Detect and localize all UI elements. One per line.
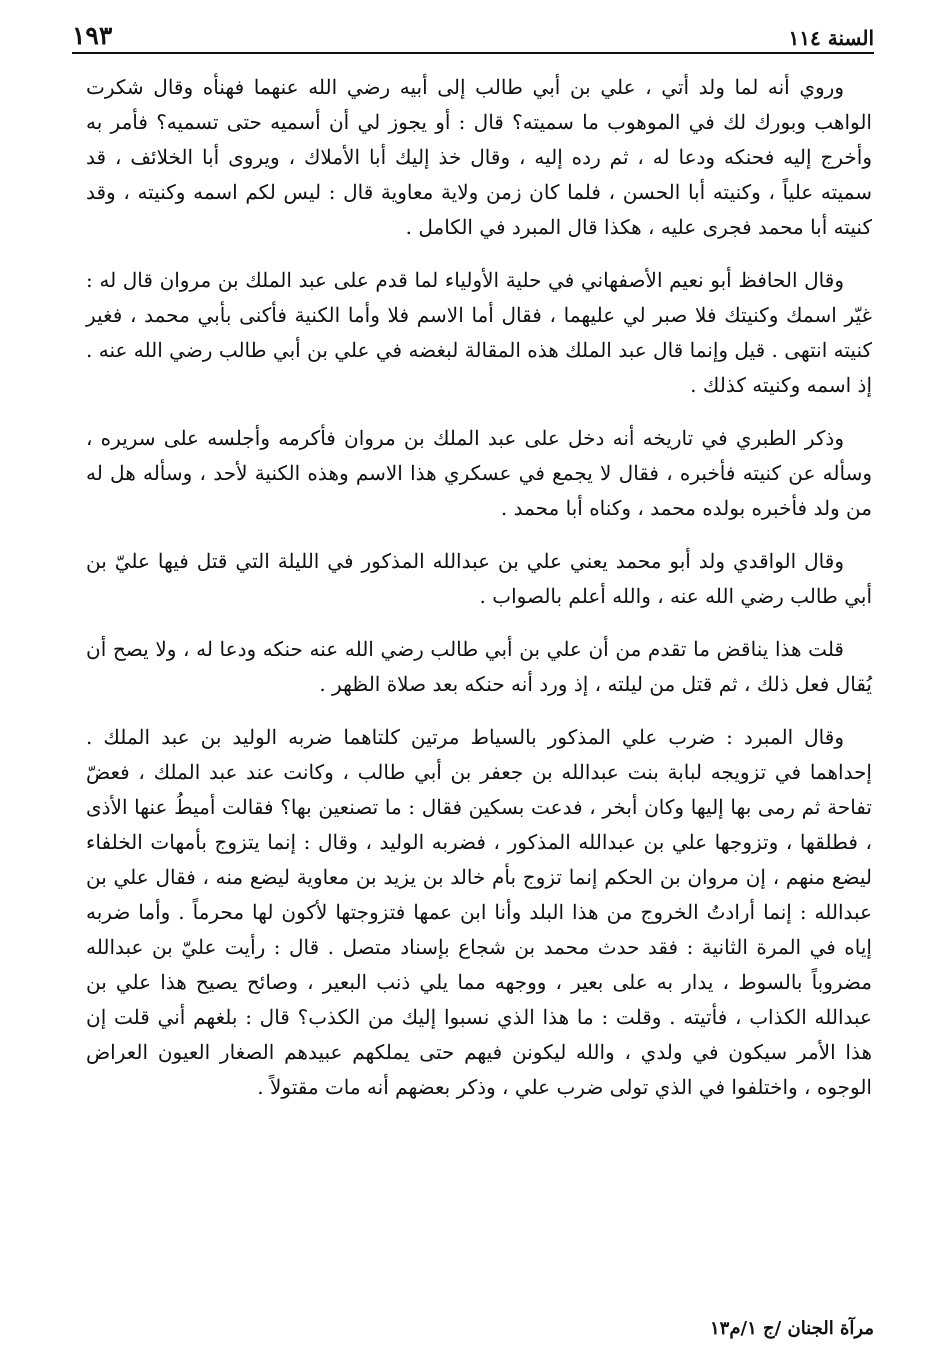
paragraph: وقال الحافظ أبو نعيم الأصفهاني في حلية الأولياء لما قدم على عبد الملك بن مروان قال له : غيّر اسمك وكنيتك فلا صبر لي عليهما ، فقال أما الاسم فلا وأما الكنية فأكنى بأبي محمد ، فغير كنيته انتهى . قيل وإنما قال عبد الملك هذه المقالة لبغضه في علي بن أبي طالب رضي الله عنه . إذ اسمه وكنيته كذلك .	[86, 268, 872, 397]
page-number: ١٩٣	[72, 21, 113, 50]
paragraph: وروي أنه لما ولد أتي ، علي بن أبي طالب إلى أبيه رضي الله عنهما فهنأه وقال شكرت الواهب وبورك لك في الموهوب ما سميته؟ قال : أو يجوز لي أن أسميه حتى تسميه؟ فأمر به وأخرج إليه فحنكه ودعا له ، ثم رده إليه ، وقال خذ إليك أبا الأملاك ، ويروى أبا الخلائف ، قد سميته علياً ، وكنيته أبا الحسن ، فلما كان زمن ولاية معاوية قال : ليس لكم اسمه وكنيته ، وقد كنيته أبا محمد فجرى عليه ، هكذا قال المبرد في الكامل .	[86, 75, 872, 239]
header-rule	[72, 52, 874, 54]
running-title: السنة ١١٤	[788, 26, 874, 50]
paragraph: وذكر الطبري في تاريخه أنه دخل على عبد الملك بن مروان فأكرمه وأجلسه على سريره ، وسأله عن كنيته فأخبره ، فقال لا يجمع في عسكري هذا الاسم وهذه الكنية لأحد ، وسأله هل له من ولد فأخبره بولده محمد ، وكناه أبا محمد .	[86, 426, 872, 520]
footer-signature: مرآة الجنان /ج ١/م١٣	[710, 1318, 874, 1339]
paragraph: وقال المبرد : ضرب علي المذكور بالسياط مرتين كلتاهما ضربه الوليد بن عبد الملك . إحداهما في تزويجه لبابة بنت عبدالله بن جعفر بن أبي طالب ، وكانت عند عبد الملك ، فعضّ تفاحة ثم رمى بها إليها وكان أبخر ، فدعت بسكين فقال : ما تصنعين بها؟ فقالت أميطُ عنها الأذى ، فطلقها ، وتزوجها علي بن عبدالله المذكور ، فضربه الوليد ، وقال : إنما يتزوج بأمهات الخلفاء ليضع منهم ، إن مروان بن الحكم إنما تزوج بأم خالد بن يزيد بن معاوية ليضع منه ، فقال علي بن عبدالله : إنما أرادتُ الخروج من هذا البلد وأنا ابن عمها فتزوجتها لأكون لها محرماً . وأما ضربه إياه في المرة الثانية : فقد حدث محمد بن شجاع بإسناد متصل . قال : رأيت عليّ بن عبدالله مضروباً بالسوط ، يدار به على بعير ، ووجهه مما يلي ذنب البعير ، وصائح يصيح هذا علي بن عبدالله الكذاب ، فأتيته . وقلت : ما هذا الذي نسبوا إليك من الكذب؟ قال : بلغهم أني قلت إن هذا الأمر سيكون في ولدي ، والله ليكونن فيهم حتى يملكهم عبيدهم الصغار العيون العراض الوجوه ، واختلفوا في الذي تولى ضرب علي ، وذكر بعضهم أنه مات مقتولاً .	[86, 725, 872, 1099]
paragraph: قلت هذا يناقض ما تقدم من أن علي بن أبي طالب رضي الله عنه حنكه ودعا له ، ولا يصح أن يُقال فعل ذلك ، ثم قتل من ليلته ، إذ ورد أنه حنكه بعد صلاة الظهر .	[86, 637, 872, 696]
page-body	[86, 70, 872, 1123]
paragraph: وقال الواقدي ولد أبو محمد يعني علي بن عبدالله المذكور في الليلة التي قتل فيها عليّ بن أبي طالب رضي الله عنه ، والله أعلم بالصواب .	[86, 549, 872, 608]
page-header	[72, 14, 874, 50]
